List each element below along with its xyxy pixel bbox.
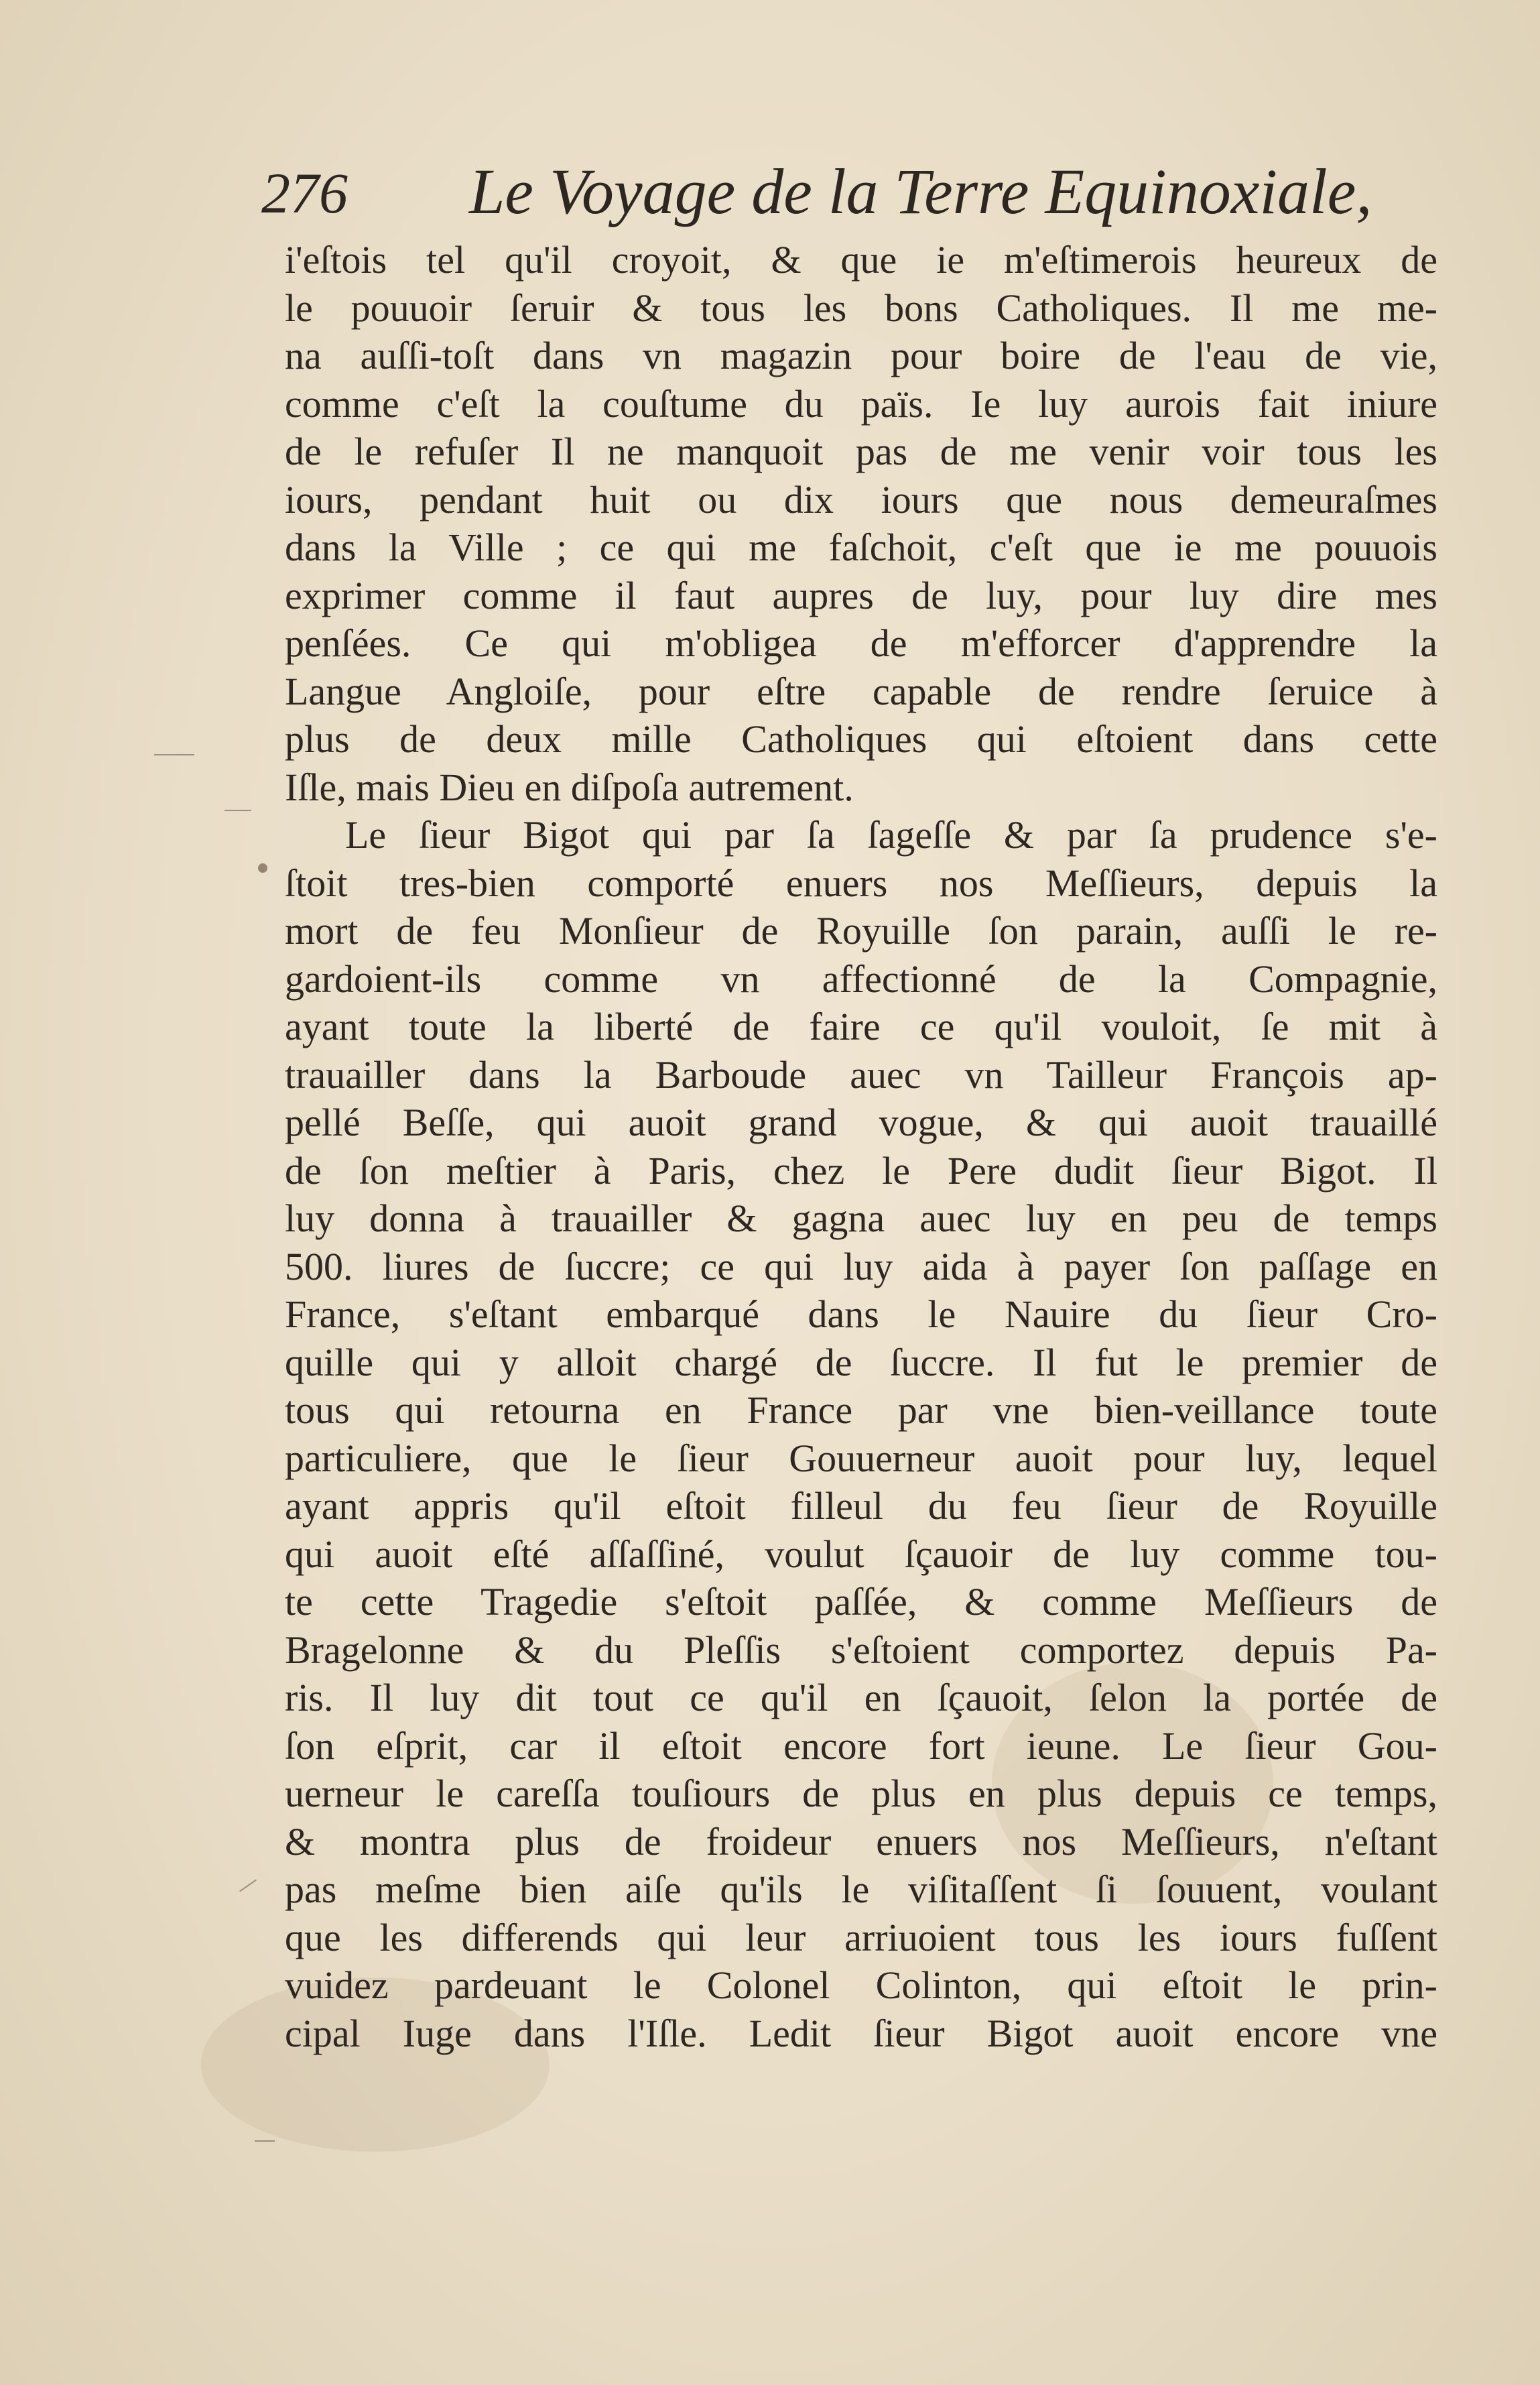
text-line: vuidez pardeuant le Colonel Colinton, qui eſtoit le prin-	[285, 1963, 1437, 2007]
text-line: na auſſi-toſt dans vn magazin pour boire de l'eau de vie,	[285, 334, 1437, 377]
text-line: te cette Tragedie s'eſtoit paſſée, & comme Meſſieurs de	[285, 1580, 1437, 1624]
text-line: comme c'eſt la couſtume du païs. Ie luy aurois fait iniure	[285, 381, 1437, 426]
ink-dot	[258, 863, 267, 873]
text-line: quille qui y alloit chargé de ſuccre. Il fut le premier de	[285, 1340, 1437, 1384]
text-line: ſon eſprit, car il eſtoit encore fort ieune. Le ſieur Gou-	[285, 1723, 1437, 1768]
text-line: France, s'eſtant embarqué dans le Nauire du ſieur Cro-	[285, 1292, 1437, 1336]
text-line: mort de feu Monſieur de Royuille ſon parain, auſſi le re-	[285, 909, 1437, 953]
text-line: Iſle, mais Dieu en diſpoſa autrement.	[285, 765, 854, 809]
text-line: i'eſtois tel qu'il croyoit, & que ie m'eſtimerois heureux de	[285, 238, 1437, 282]
text-line: le pouuoir ſeruir & tous les bons Catholiques. Il me me-	[285, 286, 1437, 330]
text-line: iours, pendant huit ou dix iours que nous demeuraſmes	[285, 477, 1437, 522]
text-line: pas meſme bien aiſe qu'ils le viſitaſſent ſi ſouuent, voulant	[285, 1868, 1437, 1911]
running-head	[261, 154, 1372, 235]
text-line: uerneur le careſſa touſiours de plus en plus depuis ce temps,	[285, 1772, 1437, 1815]
text-line: gardoient-ils comme vn affectionné de la Compagnie,	[285, 957, 1437, 1001]
text-line: 500. liures de ſuccre; ce qui luy aida à payer ſon paſſage en	[285, 1244, 1437, 1288]
text-line: dans la Ville ; ce qui me faſchoit, c'eſt que ie me pouuois	[285, 526, 1437, 569]
margin-tick	[255, 2140, 275, 2142]
text-line: que les differends qui leur arriuoient tous les iours fuſſent	[285, 1915, 1437, 1959]
text-line: ſtoit tres-bien comporté enuers nos Meſſieurs, depuis la	[285, 861, 1437, 905]
text-line: tous qui retourna en France par vne bien-veillance toute	[285, 1388, 1437, 1432]
text-line: ris. Il luy dit tout ce qu'il en ſçauoit, ſelon la portée de	[285, 1676, 1437, 1719]
text-line: pellé Beſſe, qui auoit grand vogue, & qui auoit trauaillé	[285, 1101, 1437, 1144]
text-line: & montra plus de froideur enuers nos Meſſieurs, n'eſtant	[285, 1819, 1437, 1863]
margin-tick	[224, 810, 251, 811]
text-line: qui auoit eſté aſſaſſiné, voulut ſçauoir de luy comme tou-	[285, 1532, 1437, 1576]
text-line: cipal Iuge dans l'Iſle. Ledit ſieur Bigot auoit encore vne	[285, 2011, 1437, 2055]
text-line: ayant toute la liberté de faire ce qu'il vouloit, ſe mit à	[285, 1005, 1437, 1048]
page-number: 276	[261, 161, 348, 225]
text-line: penſées. Ce qui m'obligea de m'efforcer d'apprendre la	[285, 621, 1437, 665]
text-line: Bragelonne & du Pleſſis s'eſtoient comportez depuis Pa-	[285, 1628, 1437, 1672]
text-line: plus de deux mille Catholiques qui eſtoient dans cette	[285, 717, 1437, 761]
paragraph-start-line: Le ſieur Bigot qui par ſa ſageſſe & par ſa prudence s'e-	[345, 813, 1437, 857]
text-line: trauailler dans la Barboude auec vn Tailleur François ap-	[285, 1052, 1437, 1097]
margin-tick	[239, 1880, 257, 1892]
text-line: exprimer comme il faut aupres de luy, pour luy dire mes	[285, 573, 1437, 617]
text-line: de ſon meſtier à Paris, chez le Pere dudit ſieur Bigot. Il	[285, 1148, 1437, 1192]
text-line: ayant appris qu'il eſtoit filleul du feu ſieur de Royuille	[285, 1484, 1437, 1528]
text-line: de le refuſer Il ne manquoit pas de me venir voir tous les	[285, 430, 1437, 473]
running-title: Le Voyage de la Terre Equinoxiale,	[469, 156, 1372, 227]
body-text	[285, 236, 1437, 2057]
text-line: particuliere, que le ſieur Gouuerneur auoit pour luy, lequel	[285, 1436, 1437, 1480]
text-line: luy donna à trauailler & gagna auec luy en peu de temps	[285, 1197, 1437, 1240]
text-line: Langue Angloiſe, pour eſtre capable de rendre ſeruice à	[285, 669, 1437, 713]
margin-tick	[154, 754, 194, 755]
